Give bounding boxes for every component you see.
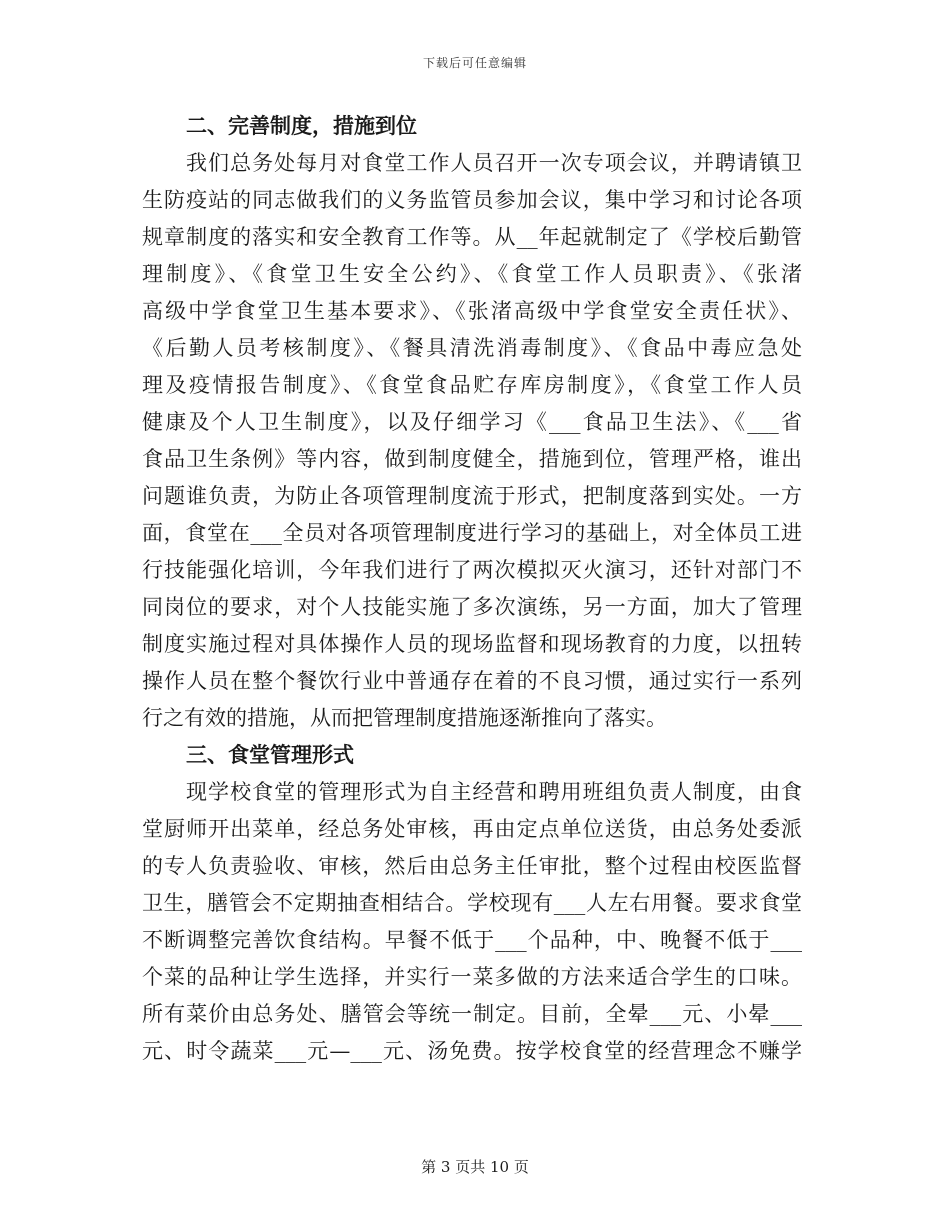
text-line: 元、时令蔬菜___元—___元、汤免费。按学校食堂的经营理念不赚学 — [142, 1039, 802, 1063]
text-line: 个菜的品种让学生选择，并实行一菜多做的方法来适合学生的口味。 — [142, 965, 802, 989]
text-line: 面，食堂在___全员对各项管理制度进行学习的基础上，对全体员工进 — [142, 521, 802, 545]
paragraph-canteen-management — [142, 774, 802, 1070]
paragraph-improve-system — [142, 145, 802, 737]
text-line: 同岗位的要求，对个人技能实施了多次演练，另一方面，加大了管理 — [142, 595, 802, 619]
text-line: 操作人员在整个餐饮行业中普通存在着的不良习惯，通过实行一系列 — [142, 669, 802, 693]
text-line: 健康及个人卫生制度》，以及仔细学习《___食品卫生法》、《___省 — [142, 410, 802, 434]
document-body — [142, 108, 802, 1070]
text-line: 理及疫情报告制度》、《食堂食品贮存库房制度》，《食堂工作人员 — [142, 373, 802, 397]
text-line: 高级中学食堂卫生基本要求》、《张渚高级中学食堂安全责任状》、 — [142, 299, 802, 323]
text-line: 堂厨师开出菜单，经总务处审核，再由定点单位送货，由总务处委派 — [142, 817, 802, 841]
text-line: 规章制度的落实和安全教育工作等。从__年起就制定了《学校后勤管 — [142, 225, 802, 249]
text-line: 生防疫站的同志做我们的义务监管员参加会议，集中学习和讨论各项 — [142, 188, 802, 212]
text-line: 问题谁负责，为防止各项管理制度流于形式，把制度落到实处。一方 — [142, 484, 802, 508]
section-title-canteen-management: 三、食堂管理形式 — [186, 743, 354, 767]
section-title-improve-system: 二、完善制度，措施到位 — [186, 114, 417, 138]
text-line: 食品卫生条例》等内容，做到制度健全，措施到位，管理严格，谁出 — [142, 447, 802, 471]
text-line: 《后勤人员考核制度》、《餐具清洗消毒制度》、《食品中毒应急处 — [142, 336, 802, 360]
text-line: 理制度》、《食堂卫生安全公约》、《食堂工作人员职责》、《张渚 — [142, 262, 802, 286]
text-line: 不断调整完善饮食结构。早餐不低于___个品种，中、晚餐不低于___ — [142, 928, 802, 952]
text-line: 行之有效的措施，从而把管理制度措施逐渐推向了落实。 — [142, 706, 667, 730]
text-line: 行技能强化培训，今年我们进行了两次模拟灭火演习，还针对部门不 — [142, 558, 802, 582]
page-number: 第 3 页共 10 页 — [421, 1158, 529, 1176]
text-line: 制度实施过程对具体操作人员的现场监督和现场教育的力度，以扭转 — [142, 632, 802, 656]
text-line: 卫生，膳管会不定期抽查相结合。学校现有___人左右用餐。要求食堂 — [142, 891, 802, 915]
text-line: 的专人负责验收、审核，然后由总务主任审批，整个过程由校医监督 — [142, 854, 802, 878]
text-line: 我们总务处每月对食堂工作人员召开一次专项会议，并聘请镇卫 — [186, 151, 802, 175]
page-header: 下载后可任意编辑 — [422, 56, 527, 70]
text-line: 现学校食堂的管理形式为自主经营和聘用班组负责人制度，由食 — [186, 780, 802, 804]
text-line: 所有菜价由总务处、膳管会等统一制定。目前，全晕___元、小晕___ — [142, 1002, 802, 1026]
